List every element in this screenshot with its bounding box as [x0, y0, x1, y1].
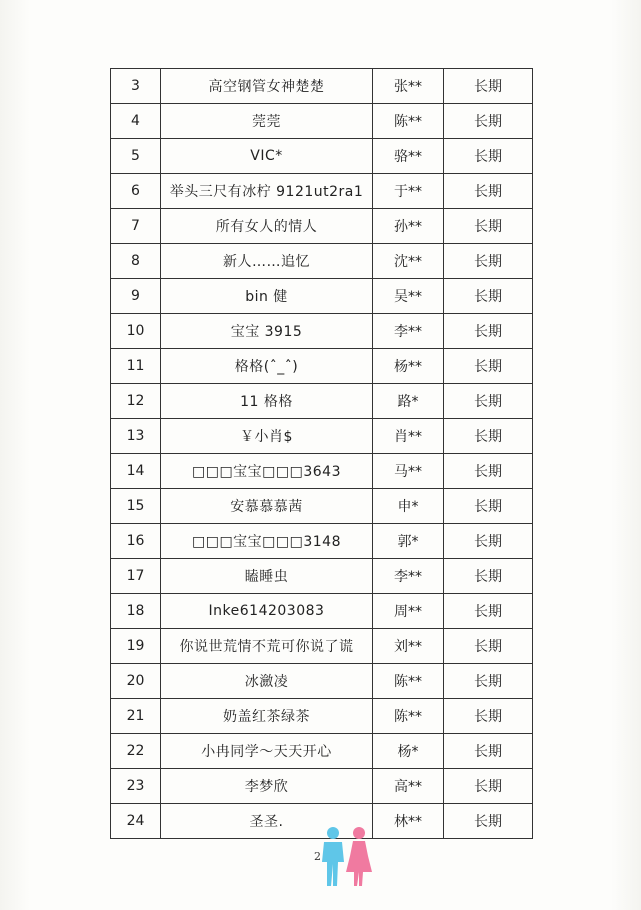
name-cell: 杨** — [373, 349, 444, 384]
name-cell: 陈** — [373, 664, 444, 699]
row-number: 4 — [111, 104, 161, 139]
row-number: 14 — [111, 454, 161, 489]
row-number: 19 — [111, 629, 161, 664]
row-number: 7 — [111, 209, 161, 244]
row-number: 12 — [111, 384, 161, 419]
row-number: 22 — [111, 734, 161, 769]
nickname-cell: 安慕慕慕茜 — [161, 489, 373, 524]
table-row — [111, 69, 533, 104]
term-cell: 长期 — [444, 489, 533, 524]
nickname-cell: bin 健 — [161, 279, 373, 314]
name-cell: 杨* — [373, 734, 444, 769]
name-cell: 骆** — [373, 139, 444, 174]
term-cell: 长期 — [444, 629, 533, 664]
nickname-cell: VIC* — [161, 139, 373, 174]
name-cell: 林** — [373, 804, 444, 839]
name-cell: 孙** — [373, 209, 444, 244]
row-number: 21 — [111, 699, 161, 734]
row-number: 9 — [111, 279, 161, 314]
term-cell: 长期 — [444, 244, 533, 279]
term-cell: 长期 — [444, 804, 533, 839]
name-cell: 陈** — [373, 104, 444, 139]
name-cell: 路* — [373, 384, 444, 419]
row-number: 24 — [111, 804, 161, 839]
table-row — [111, 734, 533, 769]
nickname-cell: 所有女人的情人 — [161, 209, 373, 244]
nickname-cell: 高空钢管女神楚楚 — [161, 69, 373, 104]
term-cell: 长期 — [444, 349, 533, 384]
term-cell: 长期 — [444, 769, 533, 804]
nickname-cell: 举头三尺有冰柠 9121ut2ra1 — [161, 174, 373, 209]
table-row — [111, 174, 533, 209]
term-cell: 长期 — [444, 209, 533, 244]
table-row — [111, 454, 533, 489]
name-cell: 吴** — [373, 279, 444, 314]
woman-figure-icon — [344, 826, 374, 888]
table-row — [111, 559, 533, 594]
term-cell: 长期 — [444, 314, 533, 349]
nickname-cell: 李梦欣 — [161, 769, 373, 804]
row-number: 11 — [111, 349, 161, 384]
term-cell: 长期 — [444, 699, 533, 734]
term-cell: 长期 — [444, 559, 533, 594]
nickname-cell: 新人……追忆 — [161, 244, 373, 279]
nickname-cell: ￥小肖$ — [161, 419, 373, 454]
table-row — [111, 279, 533, 314]
nickname-cell: □□□宝宝□□□3148 — [161, 524, 373, 559]
row-number: 6 — [111, 174, 161, 209]
name-cell: 郭* — [373, 524, 444, 559]
name-cell: 申* — [373, 489, 444, 524]
nickname-cell: 冰瀲凌 — [161, 664, 373, 699]
term-cell: 长期 — [444, 69, 533, 104]
term-cell: 长期 — [444, 104, 533, 139]
name-cell: 马** — [373, 454, 444, 489]
term-cell: 长期 — [444, 139, 533, 174]
term-cell: 长期 — [444, 419, 533, 454]
page-number: 2 — [314, 850, 321, 863]
row-number: 13 — [111, 419, 161, 454]
table-row — [111, 209, 533, 244]
row-number: 17 — [111, 559, 161, 594]
row-number: 15 — [111, 489, 161, 524]
table-row — [111, 769, 533, 804]
term-cell: 长期 — [444, 384, 533, 419]
term-cell: 长期 — [444, 734, 533, 769]
table-row — [111, 489, 533, 524]
table-row — [111, 699, 533, 734]
term-cell: 长期 — [444, 594, 533, 629]
term-cell: 长期 — [444, 664, 533, 699]
nickname-cell: □□□宝宝□□□3643 — [161, 454, 373, 489]
term-cell: 长期 — [444, 454, 533, 489]
nickname-cell: 莞莞 — [161, 104, 373, 139]
name-cell: 于** — [373, 174, 444, 209]
row-number: 10 — [111, 314, 161, 349]
table-row — [111, 419, 533, 454]
nickname-cell: 你说世荒情不荒可你说了谎 — [161, 629, 373, 664]
nickname-cell: 圣圣. — [161, 804, 373, 839]
table-row — [111, 664, 533, 699]
nickname-cell: 奶盖红茶绿茶 — [161, 699, 373, 734]
table-row — [111, 594, 533, 629]
nickname-cell: 宝宝 3915 — [161, 314, 373, 349]
row-number: 16 — [111, 524, 161, 559]
nickname-cell: 小冉同学～天天开心 — [161, 734, 373, 769]
name-cell: 周** — [373, 594, 444, 629]
row-number: 18 — [111, 594, 161, 629]
term-cell: 长期 — [444, 524, 533, 559]
row-number: 8 — [111, 244, 161, 279]
row-number: 3 — [111, 69, 161, 104]
nickname-cell: Inke614203083 — [161, 594, 373, 629]
name-cell: 刘** — [373, 629, 444, 664]
table-row — [111, 349, 533, 384]
table-row — [111, 629, 533, 664]
table-row — [111, 139, 533, 174]
blacklist-table — [110, 68, 533, 839]
name-cell: 肖** — [373, 419, 444, 454]
nickname-cell: 瞌睡虫 — [161, 559, 373, 594]
name-cell: 陈** — [373, 699, 444, 734]
row-number: 5 — [111, 139, 161, 174]
name-cell: 沈** — [373, 244, 444, 279]
nickname-cell: 格格(ˆ_ˆ) — [161, 349, 373, 384]
name-cell: 李** — [373, 314, 444, 349]
table-row — [111, 244, 533, 279]
row-number: 23 — [111, 769, 161, 804]
name-cell: 张** — [373, 69, 444, 104]
watermark — [318, 826, 618, 892]
name-cell: 高** — [373, 769, 444, 804]
table-row — [111, 384, 533, 419]
table-row — [111, 104, 533, 139]
table-row — [111, 524, 533, 559]
table-row — [111, 314, 533, 349]
term-cell: 长期 — [444, 279, 533, 314]
row-number: 20 — [111, 664, 161, 699]
name-cell: 李** — [373, 559, 444, 594]
table-body — [111, 69, 533, 839]
term-cell: 长期 — [444, 174, 533, 209]
nickname-cell: 11 格格 — [161, 384, 373, 419]
